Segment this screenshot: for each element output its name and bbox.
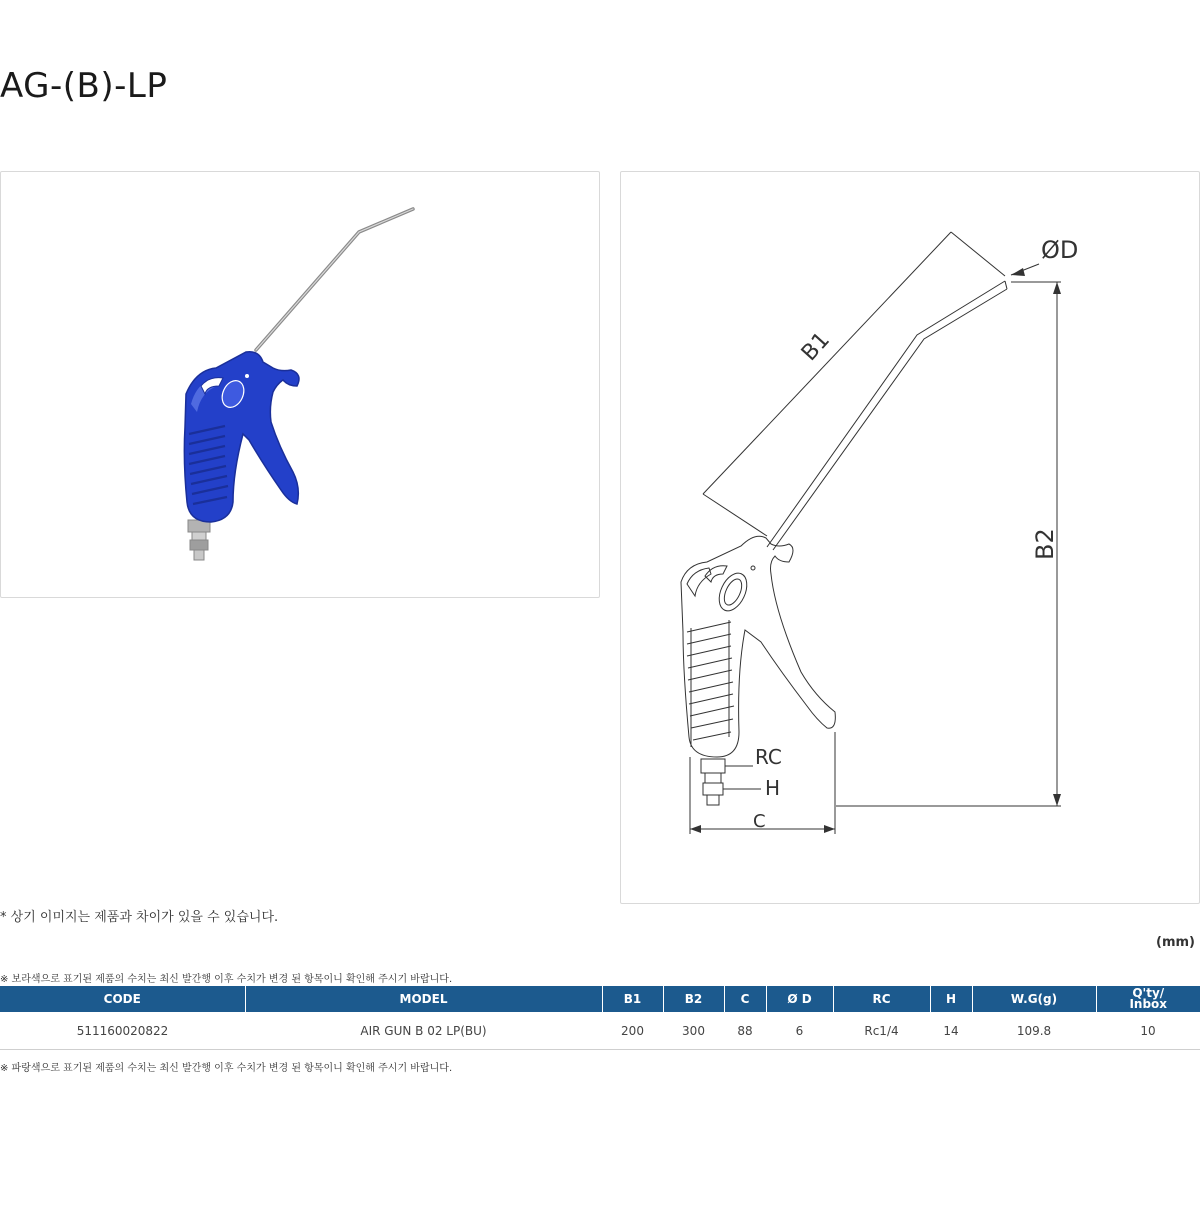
cell-code: 511160020822	[0, 1012, 245, 1050]
cell-rc: Rc1/4	[833, 1012, 930, 1050]
cell-qty: 10	[1096, 1012, 1200, 1050]
cell-h: 14	[930, 1012, 972, 1050]
header-wg: W.G(g)	[972, 986, 1096, 1012]
spec-table	[0, 986, 1200, 1050]
header-h: H	[930, 986, 972, 1012]
air-gun-drawing	[621, 172, 1199, 903]
cell-b2: 300	[663, 1012, 724, 1050]
header-d: Ø D	[766, 986, 833, 1012]
cell-b1: 200	[602, 1012, 663, 1050]
header-b1: B1	[602, 986, 663, 1012]
label-h: H	[765, 776, 781, 800]
cell-wg: 109.8	[972, 1012, 1096, 1050]
technical-drawing-panel	[620, 171, 1200, 904]
label-rc: RC	[755, 745, 782, 769]
product-photo-panel	[0, 171, 600, 598]
cell-c: 88	[724, 1012, 766, 1050]
header-rc: RC	[833, 986, 930, 1012]
note-blue: ※ 파랑색으로 표기된 제품의 수치는 최신 발간행 이후 수치가 변경 된 항목이니 확인해 주시기 바랍니다.	[0, 1063, 453, 1074]
table-header-row	[0, 986, 1200, 1012]
header-code: CODE	[0, 986, 245, 1012]
air-gun-photo	[1, 172, 599, 597]
cell-model: AIR GUN B 02 LP(BU)	[245, 1012, 602, 1050]
header-b2: B2	[663, 986, 724, 1012]
image-disclaimer: * 상기 이미지는 제품과 차이가 있을 수 있습니다.	[0, 910, 279, 925]
label-d: ØD	[1041, 236, 1079, 264]
page-title: AG-(B)-LP	[0, 66, 168, 106]
label-c: C	[753, 811, 766, 832]
header-qty	[1096, 986, 1200, 1012]
cell-d: 6	[766, 1012, 833, 1050]
note-purple: ※ 보라색으로 표기된 제품의 수치는 최신 발간행 이후 수치가 변경 된 항목이니 확인해 주시기 바랍니다.	[0, 974, 453, 985]
label-b1: B1	[796, 327, 835, 367]
header-qty-line1: Q'ty/	[1132, 986, 1165, 1000]
unit-label: (mm)	[1156, 935, 1195, 950]
header-qty-line2: Inbox	[1129, 997, 1168, 1011]
table-row	[0, 1012, 1200, 1050]
header-model: MODEL	[245, 986, 602, 1012]
header-c: C	[724, 986, 766, 1012]
label-b2: B2	[1031, 528, 1059, 560]
